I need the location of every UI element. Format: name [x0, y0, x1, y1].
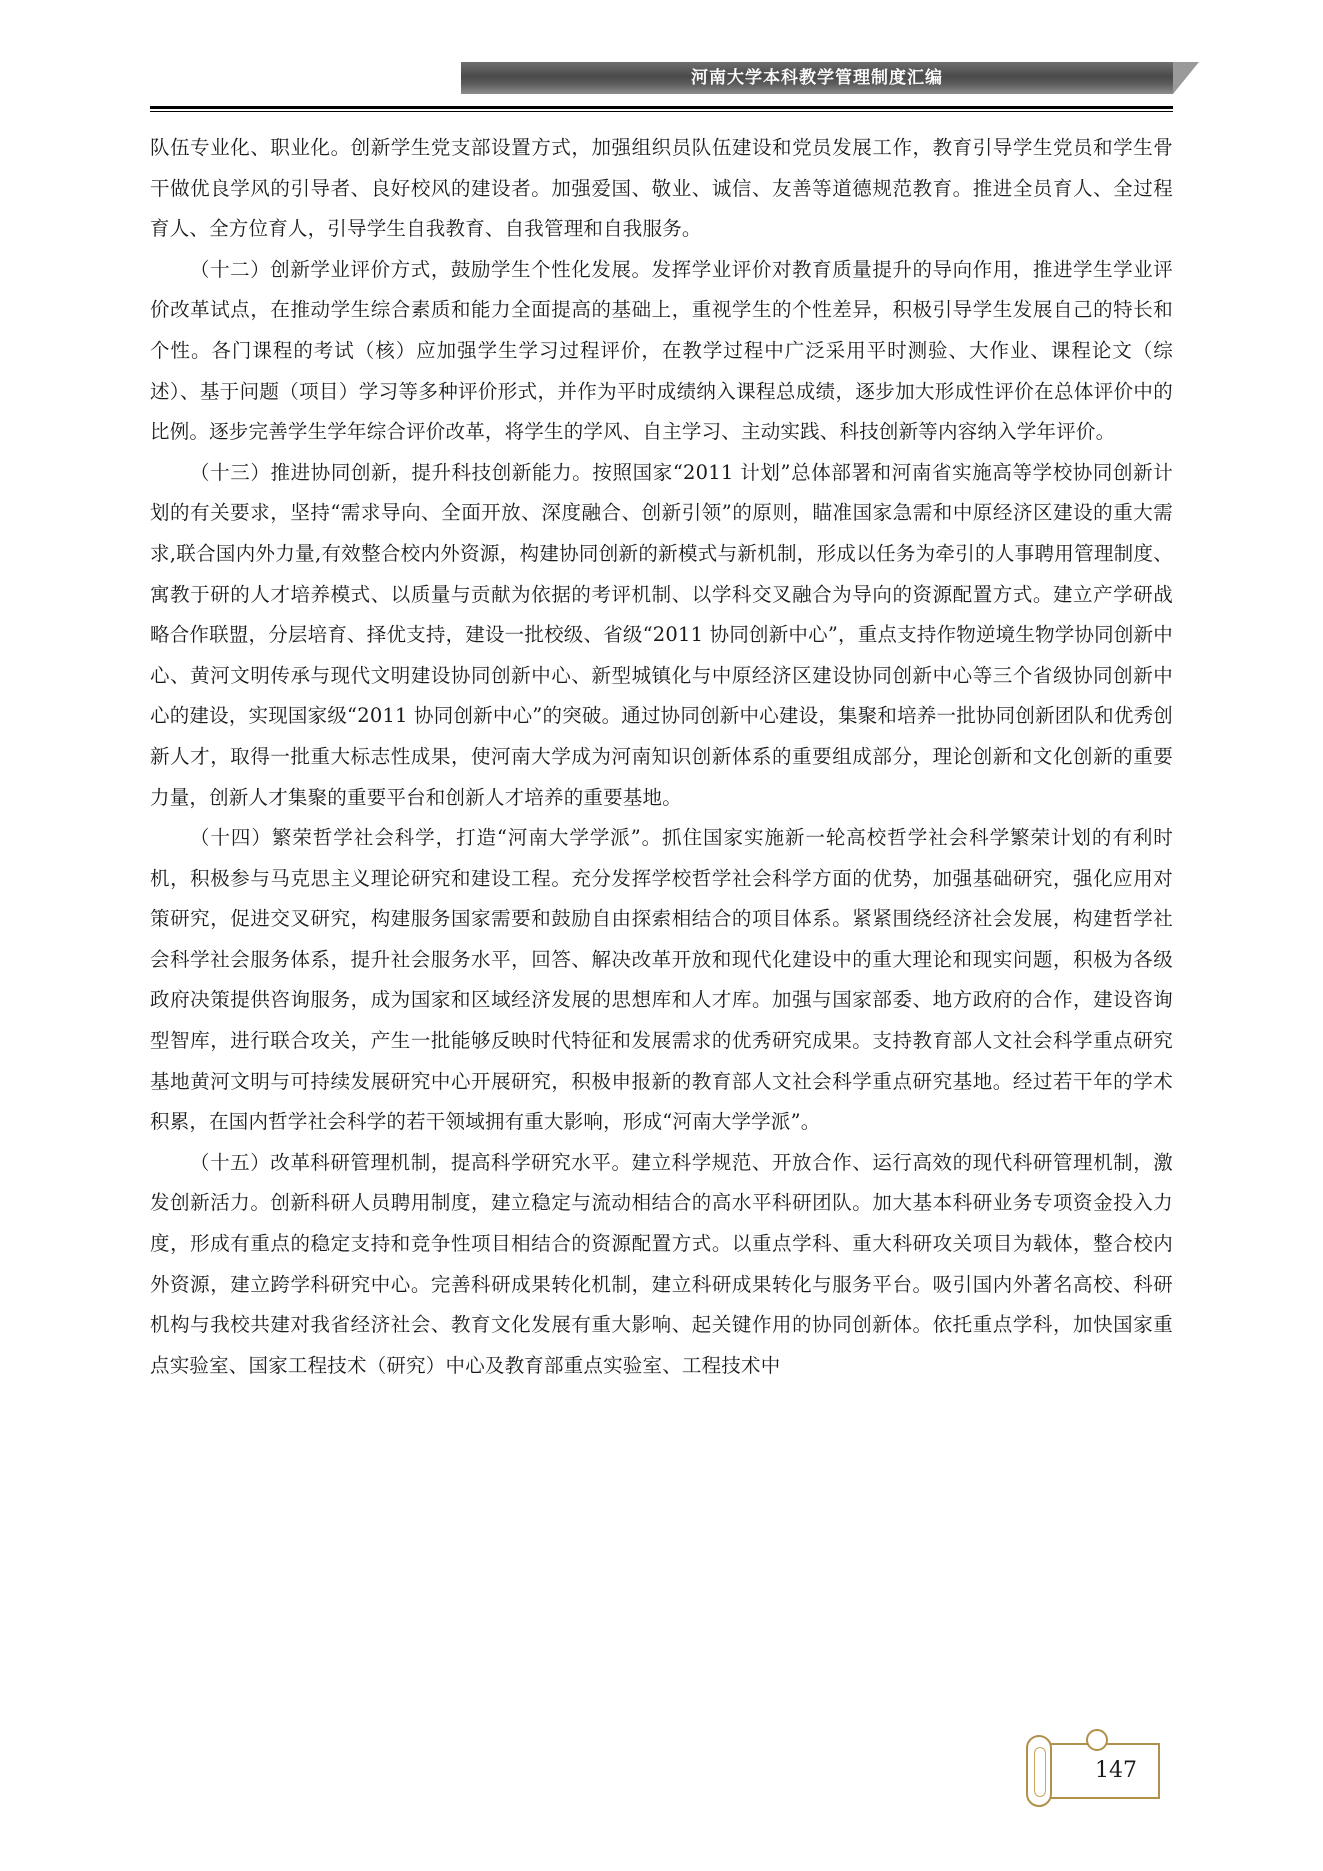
header-banner	[461, 62, 1173, 94]
paragraph-item-14: （十四）繁荣哲学社会科学，打造“河南大学学派”。抓住国家实施新一轮高校哲学社会科学繁荣计划的有利时机，积极参与马克思主义理论研究和建设工程。充分发挥学校哲学社会科学方面的优势，加强基础研究，强化应用对策研究，促进交叉研究，构建服务国家需要和鼓励自由探索相结合的项目体系。紧紧围绕经济社会发展，构建哲学社会科学社会服务体系，提升社会服务水平，回答、解决改革开放和现代化建设中的重大理论和现实问题，积极为各级政府决策提供咨询服务，成为国家和区域经济发展的思想库和人才库。加强与国家部委、地方政府的合作，建设咨询型智库，进行联合攻关，产生一批能够反映时代特征和发展需求的优秀研究成果。支持教育部人文社会科学重点研究基地黄河文明与可持续发展研究中心开展研究，积极申报新的教育部人文社会科学重点研究基地。经过若干年的学术积累，在国内哲学社会科学的若干领域拥有重大影响，形成“河南大学学派”。	[150, 826, 1173, 1134]
paragraph-item-13: （十三）推进协同创新，提升科技创新能力。按照国家“2011 计划”总体部署和河南省实施高等学校协同创新计划的有关要求，坚持“需求导向、全面开放、深度融合、创新引领”的原则，瞄准国家急需和中原经济区建设的重大需求,联合国内外力量,有效整合校内外资源，构建协同创新的新模式与新机制，形成以任务为牵引的人事聘用管理制度、寓教于研的人才培养模式、以质量与贡献为依据的考评机制、以学科交叉融合为导向的资源配置方式。建立产学研战略合作联盟，分层培育、择优支持，建设一批校级、省级“2011 协同创新中心”，重点支持作物逆境生物学协同创新中心、黄河文明传承与现代文明建设协同创新中心、新型城镇化与中原经济区建设协同创新中心等三个省级协同创新中心的建设，实现国家级“2011 协同创新中心”的突破。通过协同创新中心建设，集聚和培养一批协同创新团队和优秀创新人才，取得一批重大标志性成果，使河南大学成为河南知识创新体系的重要组成部分，理论创新和文化创新的重要力量，创新人才集聚的重要平台和创新人才培养的重要基地。	[150, 460, 1173, 809]
paragraph-continuation: 队伍专业化、职业化。创新学生党支部设置方式，加强组织员队伍建设和党员发展工作，教育引导学生党员和学生骨干做优良学风的引导者、良好校风的建设者。加强爱国、敬业、诚信、友善等道德规范教育。推进全员育人、全过程育人、全方位育人，引导学生自我教育、自我管理和自我服务。	[150, 136, 1173, 241]
page-header	[150, 62, 1173, 118]
header-rule-thick	[150, 106, 1173, 109]
header-title: 河南大学本科教学管理制度汇编	[691, 68, 943, 88]
bookmark-clip-inner-icon	[1034, 1747, 1046, 1797]
page-footer	[1008, 1735, 1173, 1807]
header-rule-thin	[150, 111, 1173, 112]
paragraph-item-15: （十五）改革科研管理机制，提高科学研究水平。建立科学规范、开放合作、运行高效的现代科研管理机制，激发创新活力。创新科研人员聘用制度，建立稳定与流动相结合的高水平科研团队。加大基本科研业务专项资金投入力度，形成有重点的稳定支持和竞争性项目相结合的资源配置方式。以重点学科、重大科研攻关项目为载体，整合校内外资源，建立跨学科研究中心。完善科研成果转化机制，建立科研成果转化与服务平台。吸引国内外著名高校、科研机构与我校共建对我省经济社会、教育文化发展有重大影响、起关键作用的协同创新体。依托重点学科，加快国家重点实验室、国家工程技术（研究）中心及教育部重点实验室、工程技术中	[150, 1150, 1173, 1377]
paragraph-item-12: （十二）创新学业评价方式，鼓励学生个性化发展。发挥学业评价对教育质量提升的导向作用，推进学生学业评价改革试点，在推动学生综合素质和能力全面提高的基础上，重视学生的个性差异，积极引导学生发展自己的特长和个性。各门课程的考试（核）应加强学生学习过程评价，在教学过程中广泛采用平时测验、大作业、课程论文（综述）、基于问题（项目）学习等多种评价形式，并作为平时成绩纳入课程总成绩，逐步加大形成性评价在总体评价中的比例。逐步完善学生学年综合评价改革，将学生的学风、自主学习、主动实践、科技创新等内容纳入学年评价。	[150, 257, 1173, 444]
header-corner-fold	[1173, 62, 1199, 94]
page-number: 147	[1095, 1758, 1137, 1783]
document-body	[150, 128, 1173, 1386]
